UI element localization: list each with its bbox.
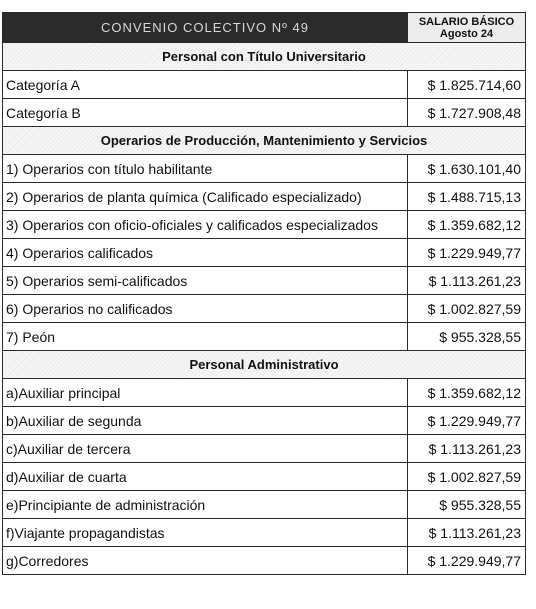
salary-column-date: Agosto 24 [439, 27, 494, 40]
salary-amount: $ 1.359.682,12 [408, 379, 526, 407]
table-row [3, 463, 526, 491]
category-label: 5) Operarios semi-calificados [3, 267, 408, 295]
table-row [3, 435, 526, 463]
table-row [3, 547, 526, 575]
category-label: 2) Operarios de planta química (Calificado especializado) [3, 183, 408, 211]
salary-amount: $ 1.113.261,23 [408, 519, 526, 547]
category-label: a)Auxiliar principal [3, 379, 408, 407]
section-title: Personal Administrativo [3, 351, 526, 379]
salary-amount: $ 955.328,55 [408, 491, 526, 519]
category-label: Categoría A [3, 71, 408, 99]
table-row [3, 407, 526, 435]
table-row [3, 491, 526, 519]
table-row [3, 519, 526, 547]
salary-amount: $ 1.113.261,23 [408, 435, 526, 463]
section-header-row [3, 351, 526, 379]
table-row [3, 155, 526, 183]
category-label: 6) Operarios no calificados [3, 295, 408, 323]
table-header-row [3, 13, 526, 43]
table-row [3, 183, 526, 211]
table-row [3, 323, 526, 351]
salary-amount: $ 1.229.949,77 [408, 407, 526, 435]
table-row [3, 211, 526, 239]
salary-amount: $ 1.630.101,40 [408, 155, 526, 183]
table-row [3, 379, 526, 407]
category-label: g)Corredores [3, 547, 408, 575]
agreement-title: CONVENIO COLECTIVO Nº 49 [3, 13, 408, 43]
section-title: Personal con Título Universitario [3, 43, 526, 71]
category-label: 1) Operarios con título habilitante [3, 155, 408, 183]
salary-amount: $ 1.488.715,13 [408, 183, 526, 211]
table-row [3, 267, 526, 295]
salary-column-title: SALARIO BÁSICO [418, 15, 515, 28]
category-label: 7) Peón [3, 323, 408, 351]
category-label: c)Auxiliar de tercera [3, 435, 408, 463]
salary-amount: $ 1.002.827,59 [408, 463, 526, 491]
salary-table [2, 12, 526, 575]
table-row [3, 295, 526, 323]
category-label: e)Principiante de administración [3, 491, 408, 519]
salary-amount: $ 1.002.827,59 [408, 295, 526, 323]
category-label: b)Auxiliar de segunda [3, 407, 408, 435]
salary-amount: $ 1.727.908,48 [408, 99, 526, 127]
category-label: 4) Operarios calificados [3, 239, 408, 267]
salary-amount: $ 1.359.682,12 [408, 211, 526, 239]
section-header-row [3, 43, 526, 71]
salary-amount: $ 1.113.261,23 [408, 267, 526, 295]
table-row [3, 71, 526, 99]
section-header-row [3, 127, 526, 155]
category-label: 3) Operarios con oficio-oficiales y calificados especializados [3, 211, 408, 239]
table-row [3, 99, 526, 127]
salary-amount: $ 1.229.949,77 [408, 239, 526, 267]
salary-amount: $ 955.328,55 [408, 323, 526, 351]
salary-amount: $ 1.229.949,77 [408, 547, 526, 575]
category-label: d)Auxiliar de cuarta [3, 463, 408, 491]
category-label: Categoría B [3, 99, 408, 127]
table-row [3, 239, 526, 267]
salary-column-header [408, 13, 526, 43]
salary-amount: $ 1.825.714,60 [408, 71, 526, 99]
section-title: Operarios de Producción, Mantenimiento y Servicios [3, 127, 526, 155]
category-label: f)Viajante propagandistas [3, 519, 408, 547]
